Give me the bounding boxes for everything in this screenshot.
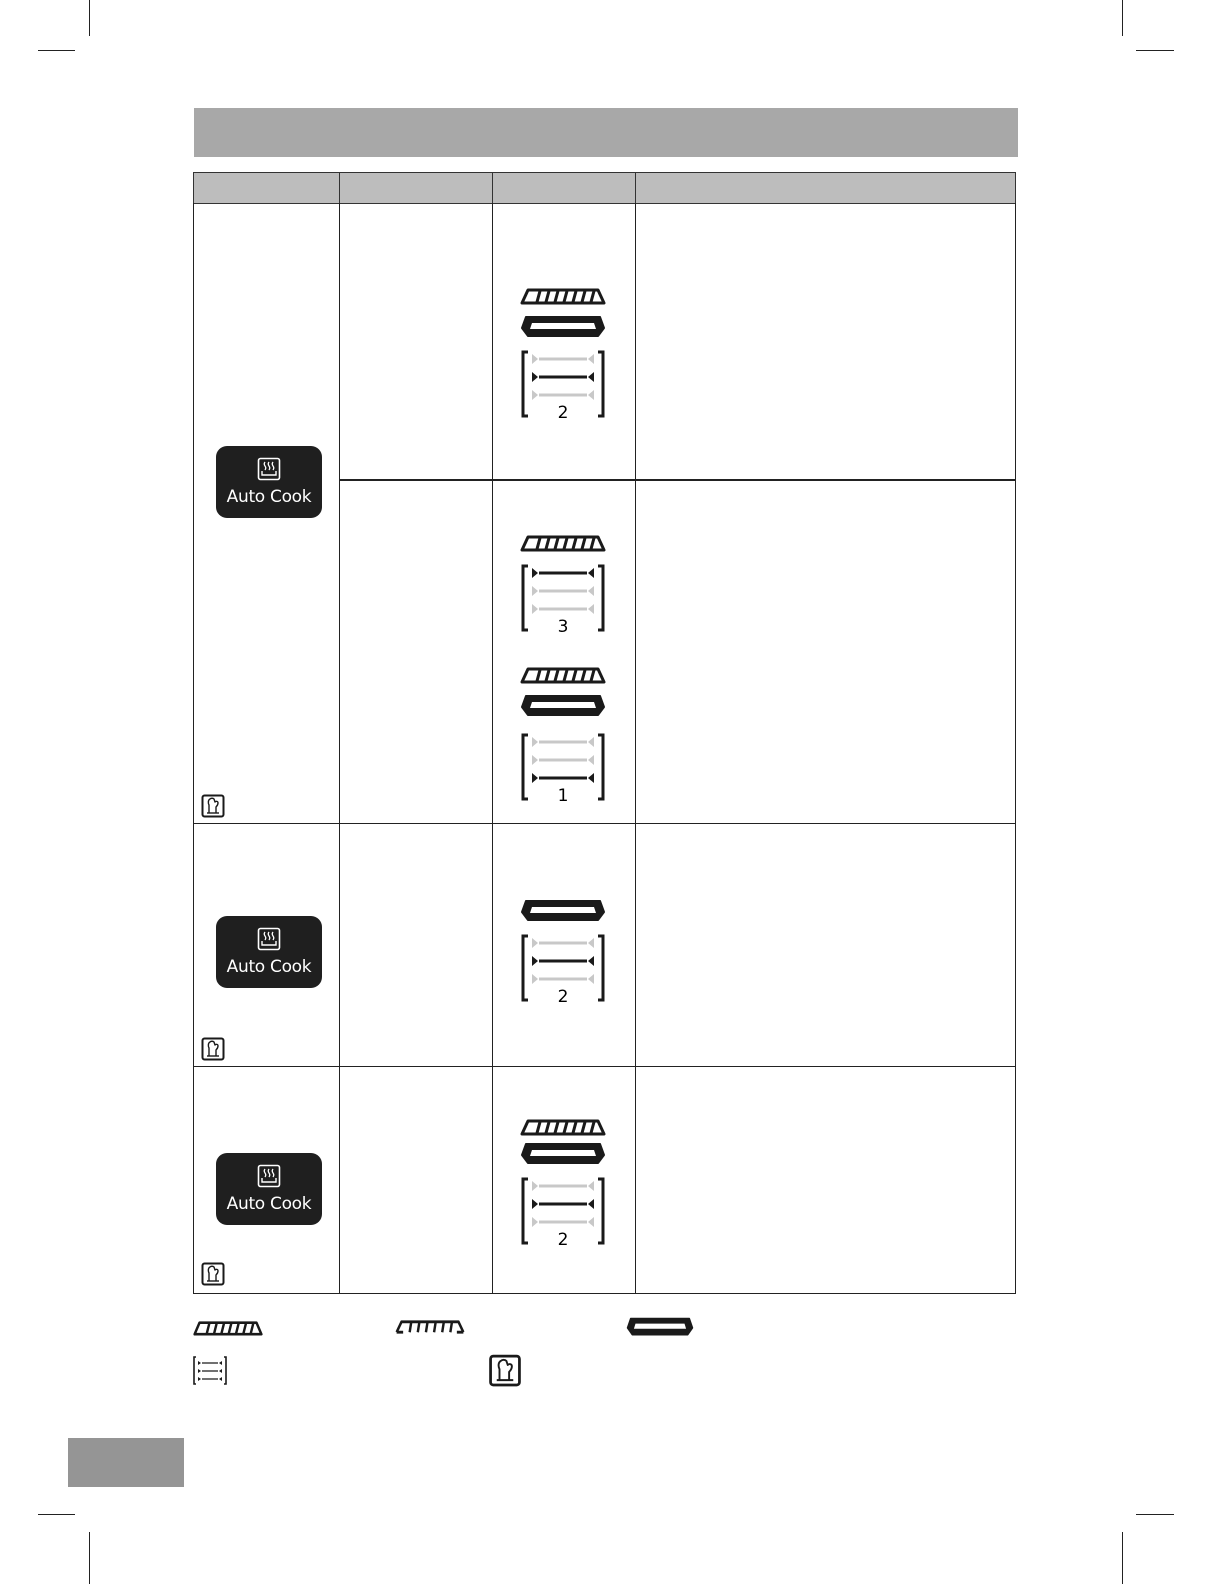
table-row-divider <box>193 1066 1016 1067</box>
crop-mark <box>1122 1532 1123 1584</box>
shelf-number: 3 <box>557 617 569 634</box>
table-border-right <box>1015 203 1016 1294</box>
table-border-col4 <box>635 203 636 1294</box>
auto-cook-label: Auto Cook <box>226 487 312 507</box>
auto-cook-label: Auto Cook <box>226 957 312 977</box>
crop-mark <box>38 1514 75 1515</box>
crop-mark <box>89 0 90 36</box>
table-header-cell <box>492 172 636 204</box>
grill-rack-icon <box>520 1118 606 1136</box>
baking-tray-icon <box>520 693 606 719</box>
shelf-position-icon <box>192 1355 228 1386</box>
shelf-number: 1 <box>557 786 569 803</box>
shelf-position-icon <box>520 932 606 1004</box>
wire-rack-icon <box>395 1319 465 1336</box>
table-border-col3 <box>492 203 493 1294</box>
crop-mark <box>1122 0 1123 36</box>
table-header-cell <box>635 172 1016 204</box>
shelf-position-icon <box>520 562 606 634</box>
baking-tray-icon <box>520 1141 606 1167</box>
shelf-position-icon <box>520 1175 606 1247</box>
oven-glove-icon <box>488 1354 522 1387</box>
baking-tray-icon <box>520 898 606 924</box>
grill-rack-icon <box>520 666 606 684</box>
shelf-number: 2 <box>557 403 569 420</box>
crop-mark <box>89 1532 90 1584</box>
baking-tray-icon <box>626 1316 694 1338</box>
page-number-tab <box>68 1438 184 1487</box>
auto-cook-button <box>216 446 322 518</box>
shelf-position-icon <box>520 731 606 803</box>
crop-mark <box>1136 1514 1174 1515</box>
shelf-number: 2 <box>557 1230 569 1247</box>
shelf-position-icon <box>520 348 606 420</box>
auto-cook-button <box>216 916 322 988</box>
baking-tray-icon <box>520 314 606 340</box>
auto-cook-steam-icon <box>257 927 281 951</box>
auto-cook-label: Auto Cook <box>226 1194 312 1214</box>
oven-glove-icon <box>201 1262 225 1286</box>
section-header-bar <box>194 108 1018 157</box>
table-border-left <box>193 203 194 1294</box>
table-border-col2 <box>339 203 340 1294</box>
table-border-bottom <box>193 1293 1016 1294</box>
auto-cook-steam-icon <box>257 1164 281 1188</box>
oven-glove-icon <box>201 794 225 818</box>
crop-mark <box>38 50 75 51</box>
shelf-number: 2 <box>557 987 569 1004</box>
grill-rack-icon <box>520 287 606 305</box>
grill-rack-icon <box>193 1320 263 1336</box>
table-row-divider <box>193 823 1016 824</box>
table-header-cell <box>339 172 493 204</box>
oven-glove-icon <box>201 1037 225 1061</box>
table-header-cell <box>193 172 340 204</box>
auto-cook-steam-icon <box>257 457 281 481</box>
auto-cook-button <box>216 1153 322 1225</box>
crop-mark <box>1136 50 1174 51</box>
table-row-divider <box>339 479 1016 481</box>
grill-rack-icon <box>520 534 606 552</box>
